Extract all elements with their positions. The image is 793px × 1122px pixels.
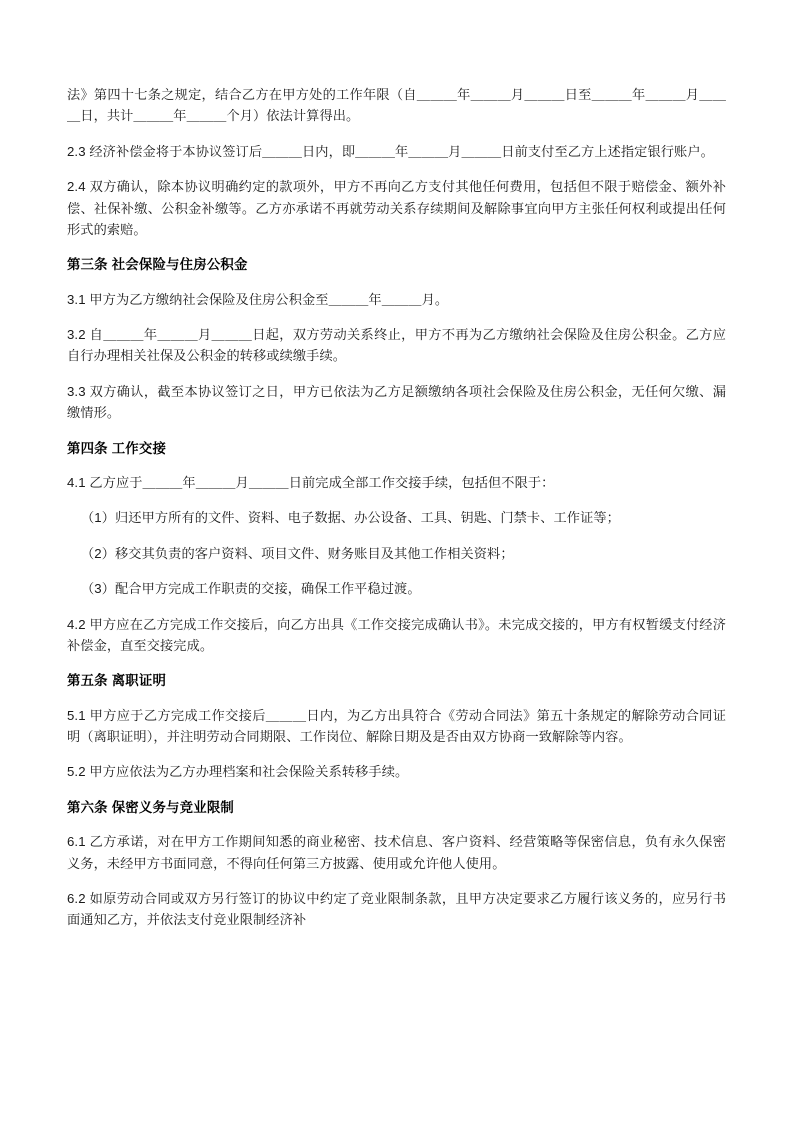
clause-paragraph: 4.1 乙方应于＿＿＿年＿＿＿月＿＿＿日前完成全部工作交接手续，包括但不限于： [67,475,555,490]
section-heading: 第五条 离职证明 [67,673,167,689]
clause-paragraph: 3.1 甲方为乙方缴纳社会保险及住房公积金至＿＿＿年＿＿＿月。 [67,291,449,307]
clause-paragraph: 5.1 甲方应于乙方完成工作交接后＿＿＿日内，为乙方出具符合《劳动合同法》第五十条规定的解除劳动合同证明（离职证明），并注明劳动合同期限、工作岗位、解除日期及是否由双方协商一致解除等内容。 [67,707,726,745]
clause-paragraph: （2）移交其负责的客户资料、项目文件、财务账目及其他工作相关资料； [81,545,514,561]
section-heading: 第六条 保密义务与竞业限制 [67,799,235,815]
clause-paragraph: 4.2 甲方应在乙方完成工作交接后，向乙方出具《工作交接完成确认书》。未完成交接的，甲方有权暂缓支付经济补偿金，直至交接完成。 [67,616,726,653]
clause-paragraph: 2.4 双方确认，除本协议明确约定的款项外，甲方不再向乙方支付其他任何费用，包括但不限于赔偿金、额外补偿、社保补缴、公积金补缴等。乙方亦承诺不再就劳动关系存续期间及解除事宜向甲方主张任何权利或提出任何形式的索赔。 [67,179,726,237]
clause-paragraph: （1）归还甲方所有的文件、资料、电子数据、办公设备、工具、钥匙、门禁卡、工作证等； [81,510,620,526]
section-heading: 第四条 工作交接 [67,440,167,456]
clause-paragraph: 2.3 经济补偿金将于本协议签订后＿＿＿日内，即＿＿＿年＿＿＿月＿＿＿日前支付至乙方上述指定银行账户。 [67,143,714,159]
document-body [67,84,726,931]
clause-paragraph: （3）配合甲方完成工作职责的交接，确保工作平稳过渡。 [81,581,421,597]
section-heading: 第三条 社会保险与住房公积金 [67,257,248,273]
clause-paragraph: 3.3 双方确认，截至本协议签订之日，甲方已依法为乙方足额缴纳各项社会保险及住房公积金，无任何欠缴、漏缴情形。 [67,383,726,421]
clause-paragraph: 5.2 甲方应依法为乙方办理档案和社会保险关系转移手续。 [67,764,409,780]
clause-paragraph: 法》第四十七条之规定，结合乙方在甲方处的工作年限（自＿＿＿年＿＿＿月＿＿＿日至＿＿＿年＿＿＿月＿＿＿日，共计＿＿＿年＿＿＿个月）依法计算得出。 [67,87,726,124]
clause-paragraph: 3.2 自＿＿＿年＿＿＿月＿＿＿日起，双方劳动关系终止，甲方不再为乙方缴纳社会保险及住房公积金。乙方应自行办理相关社保及公积金的转移或续缴手续。 [67,327,726,364]
clause-paragraph: 6.2 如原劳动合同或双方另行签订的协议中约定了竞业限制条款，且甲方决定要求乙方履行该义务的，应另行书面通知乙方，并依法支付竞业限制经济补 [67,891,726,928]
clause-paragraph: 6.1 乙方承诺，对在甲方工作期间知悉的商业秘密、技术信息、客户资料、经营策略等保密信息，负有永久保密义务，未经甲方书面同意，不得向任何第三方披露、使用或允许他人使用。 [67,834,726,871]
